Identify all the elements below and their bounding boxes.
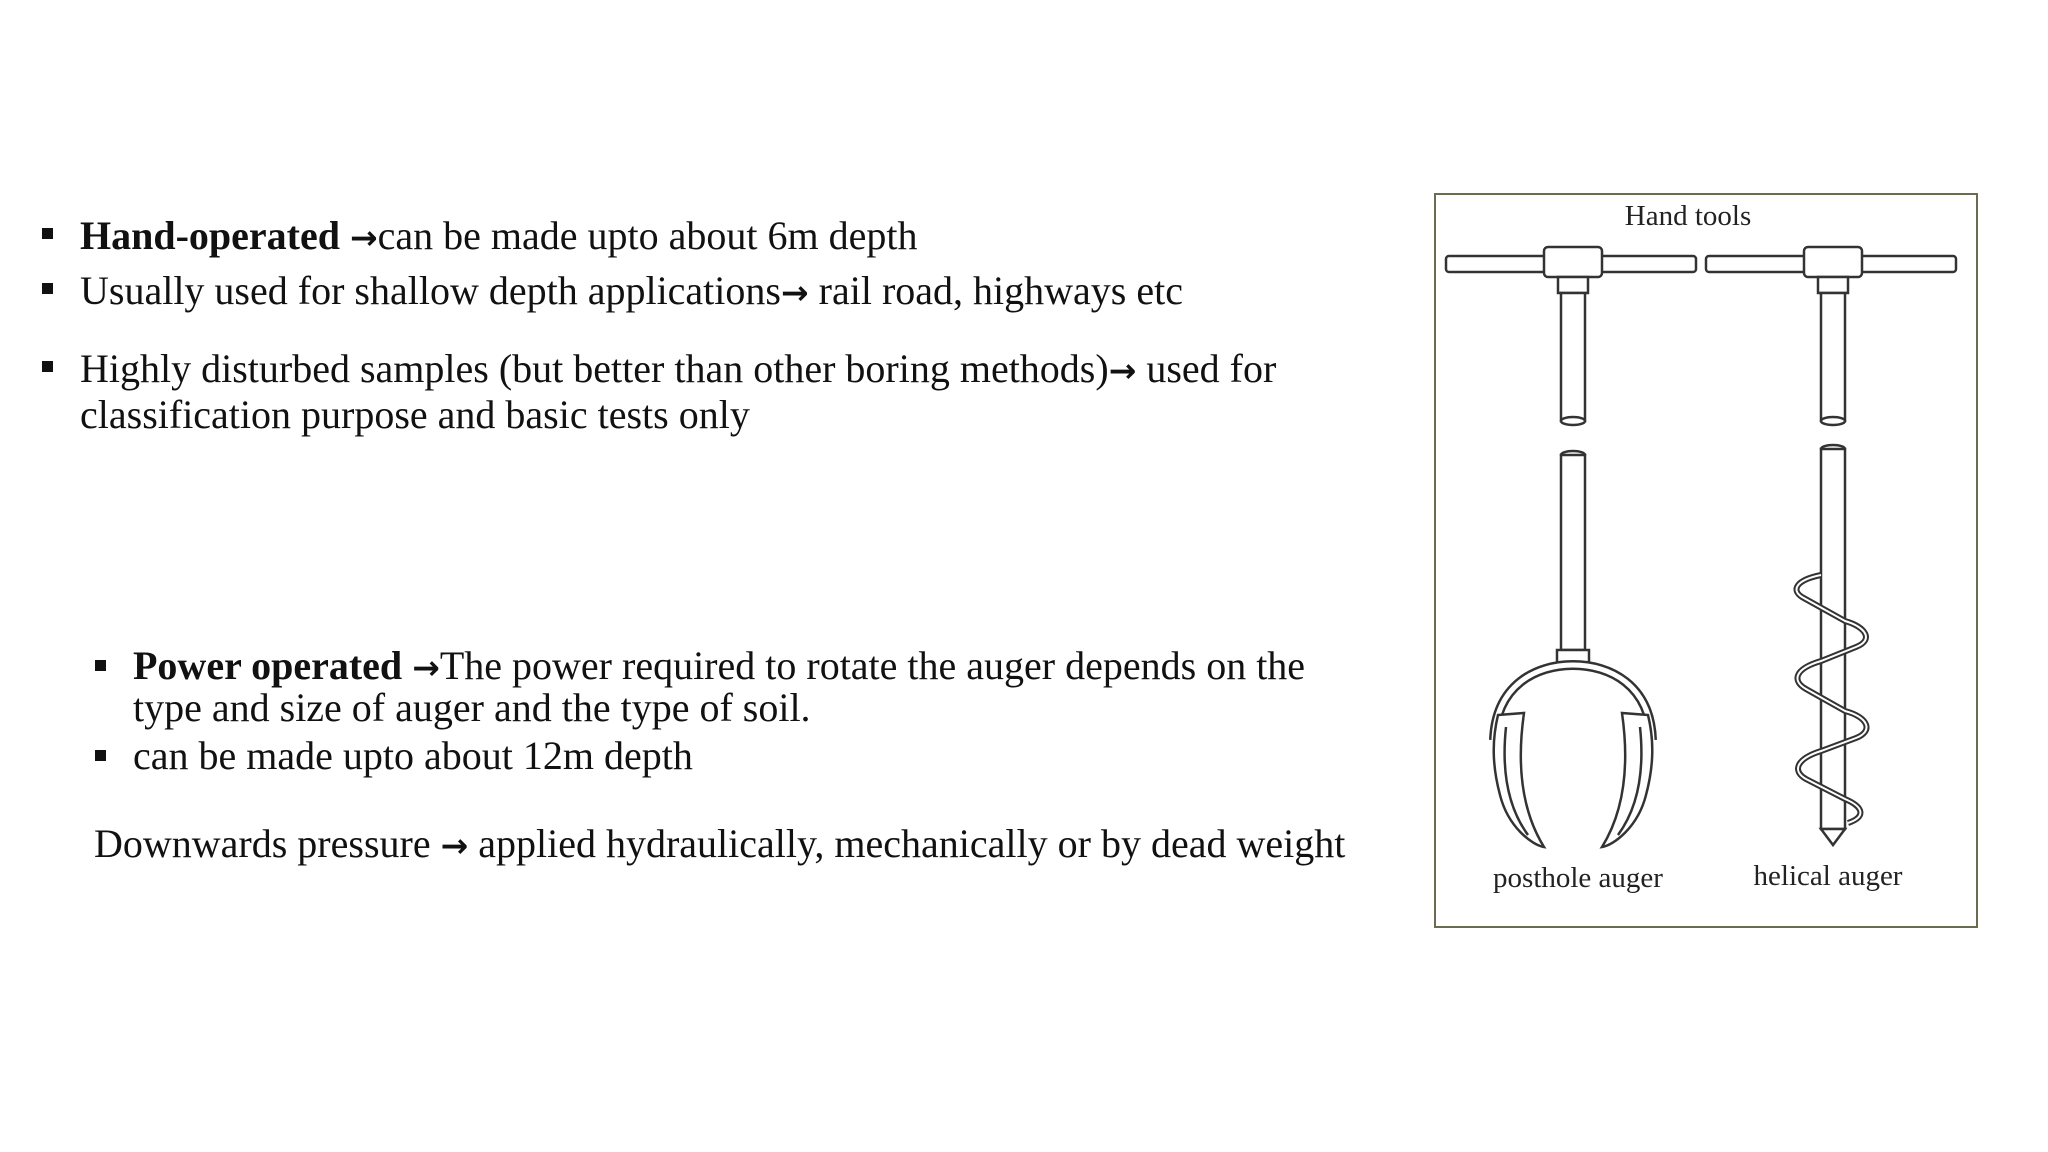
right-handle-bar <box>1598 256 1696 272</box>
bullet-square-icon <box>95 750 106 761</box>
right-handle-bar <box>1858 256 1956 272</box>
handle-coupling <box>1544 247 1602 277</box>
bullet-text: Usually used for shallow depth applications <box>80 268 781 313</box>
hand-tools-figure <box>1434 193 1978 928</box>
figure-title: Hand tools <box>1624 200 1752 232</box>
posthole-auger-label: posthole auger <box>1493 862 1663 894</box>
bullet-power-operated <box>95 643 1355 730</box>
bullet-disturbed-samples <box>42 347 1422 437</box>
helical-auger-drawing <box>1706 247 1956 845</box>
bullet-square-icon <box>42 361 53 372</box>
handle-collar <box>1558 277 1588 293</box>
right-blade <box>1602 713 1652 847</box>
bullet-hand-operated <box>42 214 1422 260</box>
upper-shaft-end <box>1561 417 1585 425</box>
downward-pressure-paragraph <box>94 818 1374 872</box>
upper-shaft-end <box>1821 417 1845 425</box>
bullet-square-icon <box>42 228 53 239</box>
lower-shaft <box>1821 449 1845 829</box>
bullet-text: can be made upto about 6m depth <box>377 213 918 258</box>
posthole-auger-drawing <box>1446 247 1696 847</box>
right-arrow-icon: → <box>350 218 378 257</box>
upper-shaft <box>1561 293 1585 421</box>
helical-auger-label: helical auger <box>1753 860 1903 892</box>
left-handle-bar <box>1706 256 1808 272</box>
bullet-text: can be made upto about 12m depth <box>133 733 693 778</box>
bullet-power-depth <box>95 733 1355 778</box>
paragraph-text: Downwards pressure <box>94 821 441 866</box>
bullet-text-continued: rail road, highways etc <box>808 268 1183 313</box>
right-arrow-icon: → <box>1108 351 1137 390</box>
bullet-bold-term: Hand-operated <box>80 213 340 258</box>
bullet-square-icon <box>95 660 106 671</box>
bullet-text: The power required to rotate the auger depends on the type and size of auger and the type of soil. <box>133 643 1306 730</box>
hand-auger-bullet-list <box>42 214 1422 437</box>
right-arrow-icon: → <box>412 648 440 687</box>
bullet-square-icon <box>42 283 53 294</box>
left-handle-bar <box>1446 256 1548 272</box>
upper-shaft <box>1821 293 1845 421</box>
right-arrow-icon: → <box>440 826 469 865</box>
paragraph-text-continued: applied hydraulically, mechanically or by dead weight <box>468 821 1346 866</box>
left-blade <box>1494 713 1544 847</box>
power-auger-bullet-list <box>95 643 1355 778</box>
right-arrow-icon: → <box>780 273 809 312</box>
bullet-bold-term: Power operated <box>133 643 403 688</box>
auger-illustration <box>1436 195 1980 930</box>
lower-shaft <box>1561 455 1585 650</box>
handle-collar <box>1818 277 1848 293</box>
bullet-text: Highly disturbed samples (but better than other boring methods) <box>80 346 1109 391</box>
bullet-text-continued: used for classification purpose and basic tests only <box>80 346 1277 437</box>
handle-coupling <box>1804 247 1862 277</box>
bullet-shallow-depth <box>42 269 1422 315</box>
auger-tip <box>1821 829 1845 845</box>
